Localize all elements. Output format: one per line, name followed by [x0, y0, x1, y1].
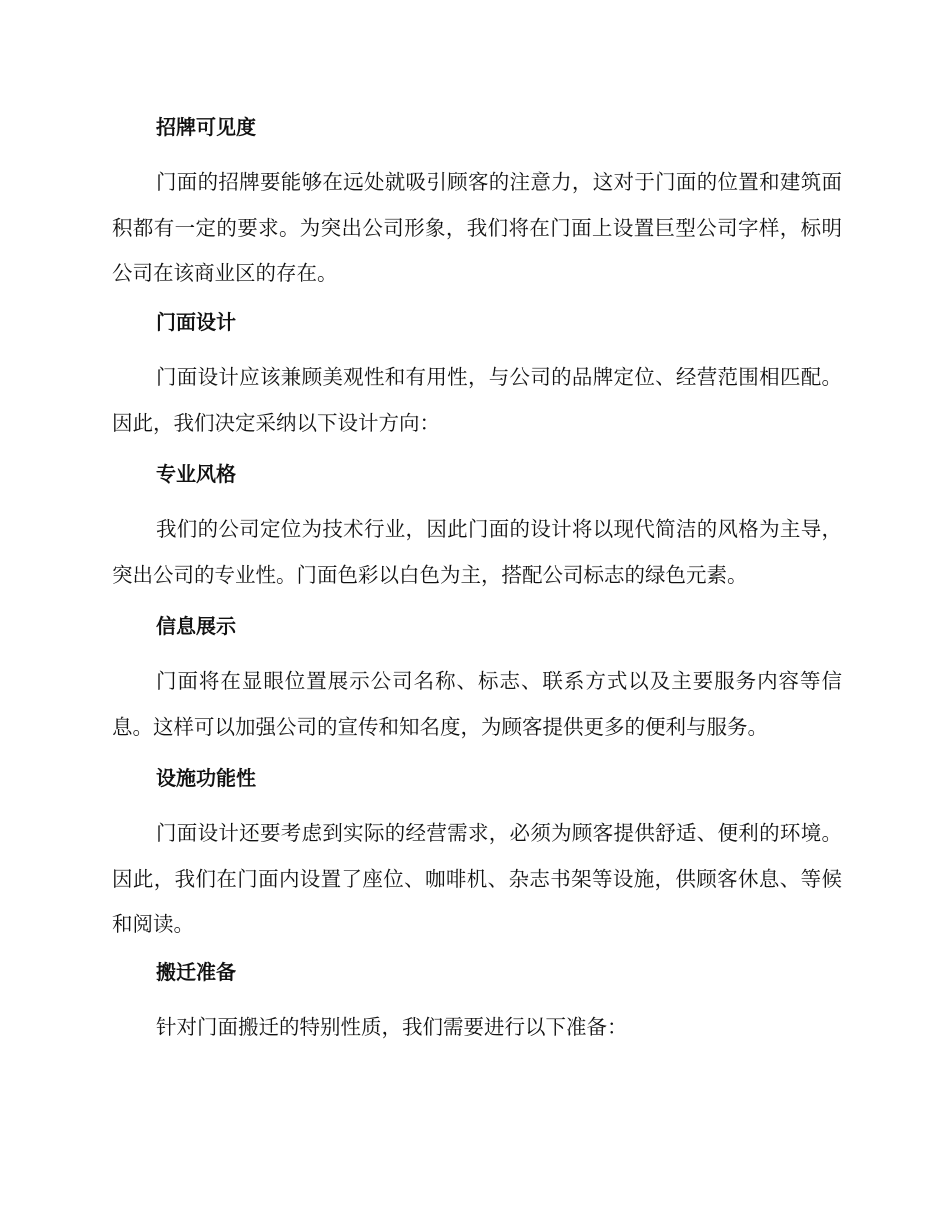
section-heading: 信息展示	[156, 614, 236, 638]
section-heading: 搬迁准备	[156, 960, 236, 984]
section-paragraph: 门面的招牌要能够在远处就吸引顾客的注意力，这对于门面的位置和建筑面积都有一定的要求。为突出公司形象，我们将在门面上设置巨型公司字样，标明公司在该商业区的存在。	[112, 170, 842, 285]
section-paragraph: 门面设计还要考虑到实际的经营需求，必须为顾客提供舒适、便利的环境。因此，我们在门面内设置了座位、咖啡机、杂志书架等设施，供顾客休息、等候和阅读。	[112, 821, 842, 936]
section-paragraph: 门面设计应该兼顾美观性和有用性，与公司的品牌定位、经营范围相匹配。因此，我们决定采纳以下设计方向：	[112, 365, 842, 435]
section-paragraph: 我们的公司定位为技术行业，因此门面的设计将以现代简洁的风格为主导，突出公司的专业性。门面色彩以白色为主，搭配公司标志的绿色元素。	[112, 517, 842, 587]
section-heading: 门面设计	[156, 310, 236, 334]
section-heading: 设施功能性	[156, 766, 256, 790]
section-paragraph: 门面将在显眼位置展示公司名称、标志、联系方式以及主要服务内容等信息。这样可以加强公司的宣传和知名度，为顾客提供更多的便利与服务。	[112, 669, 842, 739]
section-heading: 招牌可见度	[156, 115, 256, 139]
section-paragraph: 针对门面搬迁的特别性质，我们需要进行以下准备：	[156, 1015, 628, 1039]
section-heading: 专业风格	[156, 462, 236, 486]
